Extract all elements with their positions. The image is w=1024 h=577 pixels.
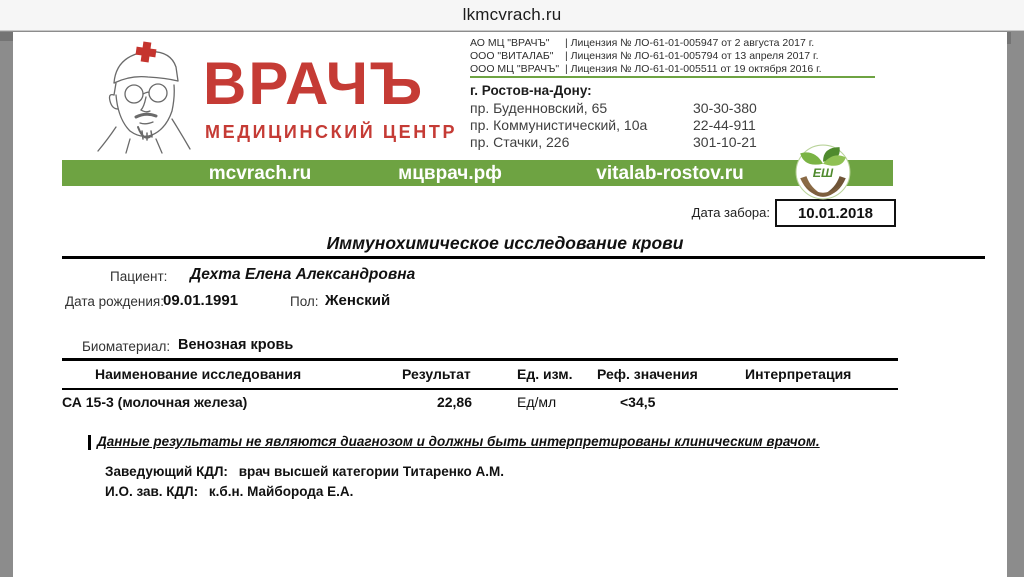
biomaterial-label: Биоматериал: [82, 339, 171, 354]
patient-name: Дехта Елена Александровна [190, 266, 416, 283]
result-reference: <34,5 [620, 393, 656, 410]
brand-name: ВРАЧЪ [203, 50, 425, 117]
signature-text: врач высшей категории Титаренко А.М. [238, 464, 504, 479]
browser-title-bar[interactable] [0, 0, 1024, 31]
collection-date-label: Дата забора: [691, 205, 770, 220]
result-name: СА 15-3 (молочная железа) [62, 393, 248, 410]
col-header-reference: Реф. значения [597, 360, 742, 389]
col-header-unit: Ед. изм. [507, 360, 597, 389]
red-cross-icon [135, 41, 158, 64]
website-url: mcvrach.ru [208, 163, 312, 184]
website-url: vitalab-rostov.ru [596, 163, 744, 184]
report-title: Иммунохимическое исследование крови [326, 233, 684, 253]
result-value: 22,86 [436, 393, 473, 410]
col-header-interpretation: Интерпретация [742, 360, 898, 389]
license-text: | Лицензия № ЛО-61-01-005511 от 19 октября 2016 г. [565, 63, 822, 75]
address-row [470, 117, 890, 134]
collection-date-value: 10.01.2018 [797, 204, 874, 222]
brand-subtitle: МЕДИЦИНСКИЙ ЦЕНТР [205, 122, 458, 142]
col-header-result: Результат [402, 360, 507, 389]
license-org: ООО "ВИТАЛАБ" [470, 50, 554, 62]
collection-date-box [775, 199, 896, 227]
disclaimer-text: Данные результаты не являются диагнозом и должны быть интерпретированы клиническим врачом. [97, 434, 820, 449]
col-header-name: Наименование исследования [62, 360, 402, 389]
website-url: мцврач.рф [398, 163, 502, 184]
address-phone: 301-10-21 [693, 134, 757, 150]
document-viewport [0, 32, 1024, 577]
results-table [62, 358, 898, 414]
websites-banner [62, 160, 893, 186]
address-phone: 30-30-380 [693, 100, 757, 116]
address-street: пр. Стачки, 226 [470, 134, 570, 150]
doctor-logo-icon [86, 39, 204, 157]
eco-seal-icon [794, 143, 852, 201]
signature-row [105, 464, 504, 479]
address-row [470, 100, 890, 117]
signature-row [105, 484, 353, 499]
browser-title[interactable]: lkmcvrach.ru [462, 5, 562, 24]
license-row [470, 50, 890, 63]
license-text: | Лицензия № ЛО-61-01-005947 от 2 августа 2017 г. [565, 37, 815, 49]
license-row [470, 37, 890, 50]
sex-label: Пол: [290, 294, 319, 309]
license-list [470, 37, 890, 76]
patient-label: Пациент: [110, 269, 168, 284]
results-row [62, 389, 898, 414]
disclaimer-bar [88, 435, 91, 450]
address-street: пр. Буденновский, 65 [470, 100, 608, 116]
result-unit: Ед/мл [517, 393, 557, 410]
address-street: пр. Коммунистический, 10а [470, 117, 648, 133]
scrollbar-thumb-left[interactable] [0, 32, 13, 41]
license-org: АО МЦ "ВРАЧЪ" [470, 37, 550, 49]
signature-label: Заведующий КДЛ: [105, 464, 228, 479]
biomaterial-value: Венозная кровь [178, 337, 294, 353]
birth-date-label: Дата рождения: [65, 294, 164, 309]
eco-seal-text: ЕШ [812, 166, 834, 181]
birth-date-value: 09.01.1991 [163, 292, 239, 309]
result-interpretation [742, 389, 898, 414]
divider-green [470, 76, 875, 78]
lab-report-page [13, 32, 1007, 577]
license-text: | Лицензия № ЛО-61-01-005794 от 13 апреля 2017 г. [565, 50, 819, 62]
address-phone: 22-44-911 [693, 117, 756, 133]
city-label: г. Ростов-на-Дону: [470, 83, 592, 98]
license-row [470, 63, 890, 76]
divider-thick [62, 256, 985, 259]
sex-value: Женский [325, 292, 391, 309]
signature-text: к.б.н. Майборода Е.А. [208, 484, 354, 499]
license-org: ООО МЦ "ВРАЧЪ" [470, 63, 560, 75]
signature-label: И.О. зав. КДЛ: [105, 484, 199, 499]
results-header-row [62, 360, 898, 389]
